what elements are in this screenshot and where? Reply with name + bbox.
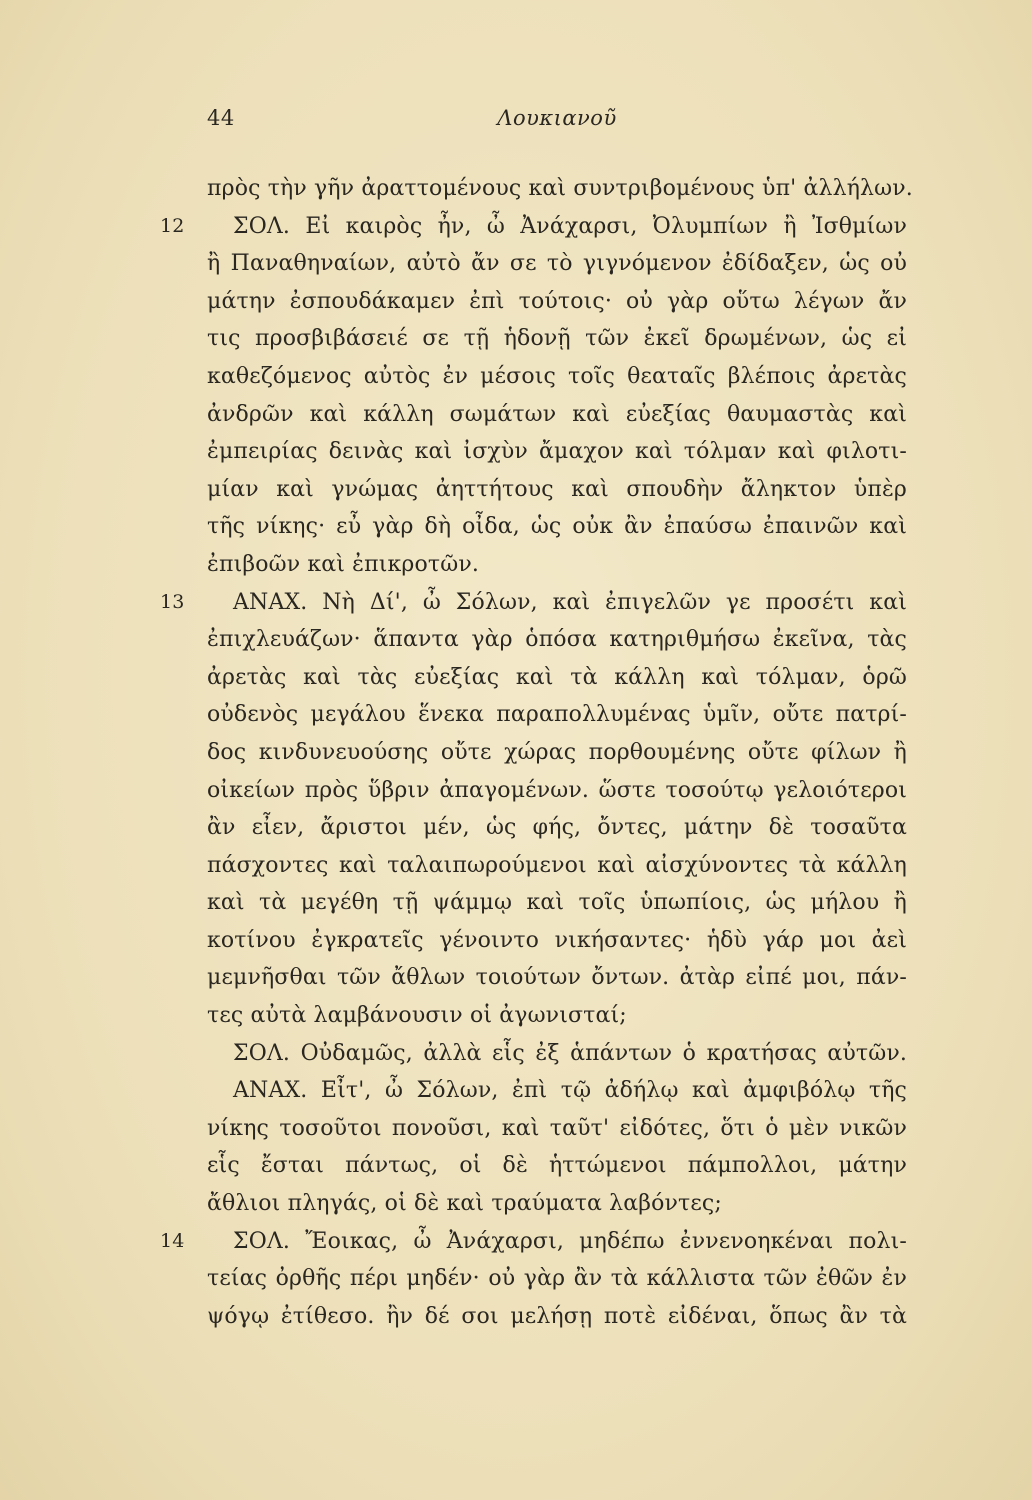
line-text: καθεζόμενος αὐτὸς ἐν μέσοις τοῖς θεαταῖς βλέποις ἀρετὰς xyxy=(207,363,907,389)
text-line xyxy=(207,884,907,922)
text-line xyxy=(207,245,907,283)
text-line xyxy=(207,621,907,659)
text-line xyxy=(207,1185,907,1223)
line-text: ΣΟΛ. Εἰ καιρὸς ἦν, ὦ Ἀνάχαρσι, Ὀλυμπίων ἢ Ἰσθμίων xyxy=(233,213,907,239)
text-line xyxy=(207,170,913,208)
text-line xyxy=(207,1072,907,1110)
text-line xyxy=(207,734,907,772)
line-text: νίκης τοσοῦτοι πονοῦσι, καὶ ταῦτ' εἰδότες, ὅτι ὁ μὲν νικῶν xyxy=(207,1115,907,1141)
page-header xyxy=(207,106,907,146)
line-text: ἀνδρῶν καὶ κάλλη σωμάτων καὶ εὐεξίας θαυμαστὰς καὶ xyxy=(207,401,907,427)
text-line xyxy=(207,508,907,546)
text-line xyxy=(160,1223,907,1261)
text-line xyxy=(207,396,907,434)
text-line xyxy=(207,922,907,960)
line-text: ἐπιχλευάζων· ἅπαντα γὰρ ὁπόσα κατηριθμήσω ἐκεῖνα, τὰς xyxy=(207,627,907,653)
line-text: ἄθλιοι πληγάς, οἱ δὲ καὶ τραύματα λαβόντες; xyxy=(207,1191,722,1217)
line-text: ΣΟΛ. Οὐδαμῶς, ἀλλὰ εἷς ἐξ ἁπάντων ὁ κρατήσας αὐτῶν. xyxy=(233,1040,907,1066)
body-text xyxy=(160,170,913,1335)
text-line xyxy=(207,959,907,997)
text-line xyxy=(207,997,907,1035)
text-line xyxy=(207,1260,907,1298)
text-line xyxy=(207,696,907,734)
line-text: μίαν καὶ γνώμας ἀηττήτους καὶ σπουδὴν ἄληκτον ὑπὲρ xyxy=(207,476,907,502)
line-text: οὐδενὸς μεγάλου ἕνεκα παραπολλυμένας ὑμῖν, οὔτε πατρί- xyxy=(207,702,907,728)
line-text: ἐπιβοῶν καὶ ἐπικροτῶν. xyxy=(207,551,479,577)
line-text: ἂν εἶεν, ἄριστοι μέν, ὡς φής, ὄντες, μάτην δὲ τοσαῦτα xyxy=(207,815,907,841)
text-line xyxy=(207,1110,907,1148)
text-line xyxy=(207,320,907,358)
line-text: οἰκείων πρὸς ὕβριν ἀπαγομένων. ὥστε τοσούτῳ γελοιότεροι xyxy=(207,777,907,803)
text-line xyxy=(160,208,907,246)
line-text: πρὸς τὴν γῆν ἀραττομένους καὶ συντριβομένους ὑπ' ἀλλήλων. xyxy=(207,176,913,201)
text-line xyxy=(160,584,907,622)
line-text: τις προσβιβάσειέ σε τῇ ἡδονῇ τῶν ἐκεῖ δρωμένων, ὡς εἰ xyxy=(207,326,907,352)
section-number: 13 xyxy=(160,590,185,613)
text-line xyxy=(207,546,907,584)
line-text: ΑΝΑΧ. Εἶτ', ὦ Σόλων, ἐπὶ τῷ ἀδήλῳ καὶ ἀμφιβόλῳ τῆς xyxy=(233,1078,907,1104)
text-line xyxy=(207,1298,907,1336)
line-text: ἐμπειρίας δεινὰς καὶ ἰσχὺν ἄμαχον καὶ τόλμαν καὶ φιλοτι- xyxy=(207,439,907,465)
text-line xyxy=(207,772,907,810)
text-line xyxy=(207,659,907,697)
running-head: Λουκιανοῦ xyxy=(497,106,617,130)
line-text: κοτίνου ἐγκρατεῖς γένοιντο νικήσαντες· ἡδὺ γάρ μοι ἀεὶ xyxy=(207,927,907,953)
line-text: καὶ τὰ μεγέθη τῇ ψάμμῳ καὶ τοῖς ὑπωπίοις, ὡς μήλου ἢ xyxy=(207,890,907,916)
line-text: πάσχοντες καὶ ταλαιπωρούμενοι καὶ αἰσχύνοντες τὰ κάλλη xyxy=(207,852,907,878)
text-line xyxy=(207,1035,907,1073)
line-text: τῆς νίκης· εὖ γὰρ δὴ οἶδα, ὡς οὐκ ἂν ἐπαύσω ἐπαινῶν καὶ xyxy=(207,514,907,540)
section-number: 14 xyxy=(160,1229,185,1252)
line-text: ΣΟΛ. Ἔοικας, ὦ Ἀνάχαρσι, μηδέπω ἐννενοηκέναι πολι- xyxy=(233,1228,907,1254)
line-text: εἷς ἔσται πάντως, οἱ δὲ ἡττώμενοι πάμπολλοι, μάτην xyxy=(207,1153,907,1179)
text-line xyxy=(207,433,907,471)
line-text: τείας ὀρθῆς πέρι μηδέν· οὐ γὰρ ἂν τὰ κάλλιστα τῶν ἐθῶν ἐν xyxy=(207,1266,907,1292)
text-line xyxy=(207,847,907,885)
text-line xyxy=(207,283,907,321)
line-text: ἀρετὰς καὶ τὰς εὐεξίας καὶ τὰ κάλλη καὶ τόλμαν, ὁρῶ xyxy=(207,664,907,690)
line-text: ἢ Παναθηναίων, αὐτὸ ἄν σε τὸ γιγνόμενον ἐδίδαξεν, ὡς οὐ xyxy=(207,251,907,277)
line-text: δος κινδυνευούσης οὔτε χώρας πορθουμένης οὔτε φίλων ἢ xyxy=(207,739,907,765)
line-text: μάτην ἐσπουδάκαμεν ἐπὶ τούτοις· οὐ γὰρ οὕτω λέγων ἄν xyxy=(207,288,907,314)
line-text: ψόγῳ ἐτίθεσο. ἢν δέ σοι μελήσῃ ποτὲ εἰδέναι, ὅπως ἂν τὰ xyxy=(207,1303,907,1329)
line-text: ΑΝΑΧ. Νὴ Δί', ὦ Σόλων, καὶ ἐπιγελῶν γε προσέτι καὶ xyxy=(233,589,907,615)
section-number: 12 xyxy=(160,214,185,237)
line-text: μεμνῆσθαι τῶν ἄθλων τοιούτων ὄντων. ἀτὰρ εἰπέ μοι, πάν- xyxy=(207,965,907,991)
text-line xyxy=(207,358,907,396)
text-line xyxy=(207,471,907,509)
page-number: 44 xyxy=(207,106,235,130)
text-line xyxy=(207,809,907,847)
line-text: τες αὐτὰ λαμβάνουσιν οἱ ἀγωνισταί; xyxy=(207,1003,627,1029)
text-line xyxy=(207,1147,907,1185)
